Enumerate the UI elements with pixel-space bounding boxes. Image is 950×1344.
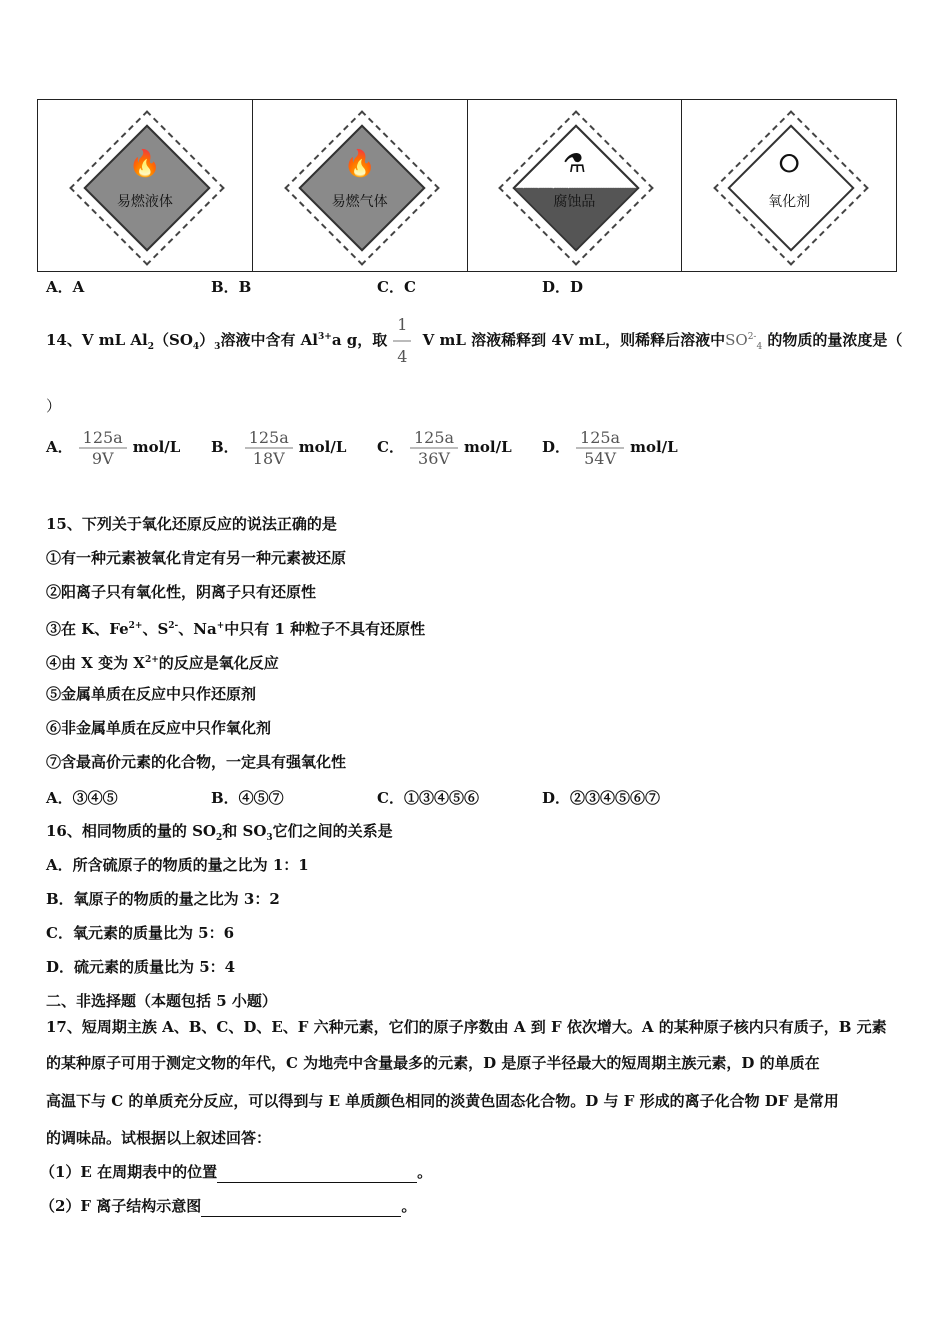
hazard-cell-a: 🔥 易燃液体: [38, 100, 253, 272]
q13-option-a[interactable]: A．A: [46, 278, 85, 296]
flame-icon: 🔥: [128, 148, 162, 179]
q16-option-c[interactable]: C．氧元素的质量比为 5：6: [46, 924, 235, 942]
hazard-symbol-table: [37, 99, 897, 272]
answer-blank-1[interactable]: [217, 1162, 417, 1183]
q15-option-d[interactable]: D．②③④⑤⑥⑦: [542, 789, 661, 807]
fraction-one-quarter: $\frac{1}{4}$: [393, 310, 411, 372]
q15-statement-2: ②阳离子只有氧化性，阴离子只有还原性: [46, 583, 317, 601]
q15-statement-5: ⑤金属单质在反应中只作还原剂: [46, 685, 257, 703]
answer-blank-2[interactable]: [201, 1196, 401, 1217]
q15-statement-4: ④由 X 变为 $X^{2+}$的反应是氧化反应: [46, 654, 279, 672]
hazard-cell-b: 🔥 易燃气体: [252, 100, 467, 272]
sulfate-ion: $SO^{2-}_4$: [725, 331, 763, 352]
q14-close-paren: ）: [46, 397, 62, 415]
q17-subquestion-1: （1）E 在周期表中的位置 。: [40, 1163, 433, 1181]
q15-option-c[interactable]: C．①③④⑤⑥: [377, 789, 479, 807]
q14-option-a[interactable]: A． $\frac{125a}{9V}$ mol/L: [46, 428, 181, 468]
q16-option-d[interactable]: D．硫元素的质量比为 5：4: [46, 958, 236, 976]
corrosion-icon: ⚗: [562, 148, 587, 179]
q17-line-4: 的调味品。试根据以上叙述回答：: [46, 1129, 272, 1147]
q17-subquestion-2: （2）F 离子结构示意图 。: [40, 1197, 417, 1215]
q15-option-a[interactable]: A．③④⑤: [46, 789, 118, 807]
q17-line-3: 高温下与 C 的单质充分反应，可以得到与 E 单质颜色相同的淡黄色固态化合物。D 与 F 形成的离子化合物 DF 是常用: [46, 1092, 839, 1110]
q14-stem: 14、V mL $Al_2(SO_4)_3$溶液中含有 $Al^{3+}a$ g，取 $\frac{1}{4}$ V mL 溶液稀释到 4V mL，则稀释后溶液中$SO^{2-}_4$ 的物质的量浓度是（: [46, 310, 902, 372]
flame-icon: 🔥: [343, 148, 376, 179]
flame-over-circle-icon: ⭘: [778, 148, 800, 179]
hazard-cell-d: ⭘ 氧化剂: [682, 100, 897, 272]
q15-statement-6: ⑥非金属单质在反应中只作氧化剂: [46, 719, 272, 737]
q13-option-c[interactable]: C．C: [377, 278, 416, 296]
q15-statement-3: ③在 K、$Fe^{2+}$、$S^{2-}$、Na+中只有 1 种粒子不具有还原性: [46, 620, 426, 638]
q16-stem: 16、相同物质的量的 $SO_2$和 $SO_3$它们之间的关系是: [46, 822, 393, 843]
q15-stem: 15、下列关于氧化还原反应的说法正确的是: [46, 515, 337, 533]
q16-option-a[interactable]: A．所含硫原子的物质的量之比为 1：1: [46, 856, 309, 874]
q15-statement-1: ①有一种元素被氧化肯定有另一种元素被还原: [46, 549, 347, 567]
q17-line-2: 的某种原子可用于测定文物的年代，C 为地壳中含量最多的元素，D 是原子半径最大的短周期主族元素，D 的单质在: [46, 1054, 820, 1072]
q15-statement-7: ⑦含最高价元素的化合物，一定具有强氧化性: [46, 753, 347, 771]
q15-option-b[interactable]: B．④⑤⑦: [211, 789, 284, 807]
q13-option-d[interactable]: D．D: [542, 278, 584, 296]
q16-option-b[interactable]: B．氧原子的物质的量之比为 3：2: [46, 890, 280, 908]
q17-line-1: 17、短周期主族 A、B、C、D、E、F 六种元素，它们的原子序数由 A 到 F 依次增大。A 的某种原子核内只有质子，B 元素: [46, 1018, 887, 1036]
q13-option-b[interactable]: B．B: [211, 278, 252, 296]
q14-option-b[interactable]: B． $\frac{125a}{18V}$ mol/L: [211, 428, 347, 468]
q14-option-c[interactable]: C． $\frac{125a}{36V}$ mol/L: [377, 428, 512, 468]
section-heading: 二、非选择题（本题包括 5 小题）: [46, 992, 277, 1010]
hazard-cell-c: ⚗ 腐蚀品: [467, 100, 682, 272]
q14-option-d[interactable]: D． $\frac{125a}{54V}$ mol/L: [542, 428, 678, 468]
